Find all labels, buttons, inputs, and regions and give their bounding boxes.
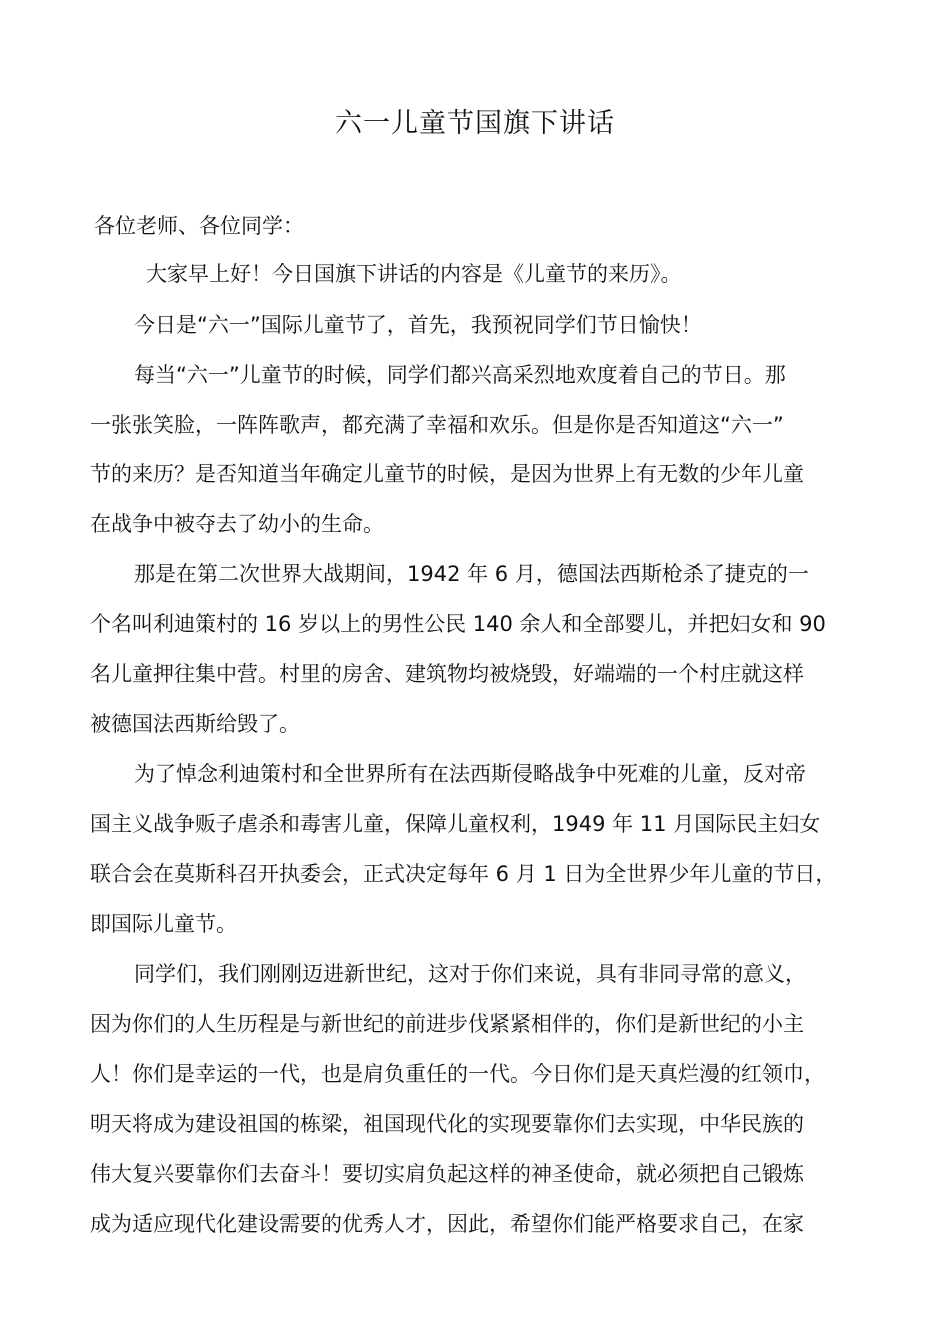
greeting-line: 各位老师、各位同学： (94, 214, 304, 238)
text-line: 今日是“六一”国际儿童节了，首先，我预祝同学们节日愉快！ (134, 313, 702, 337)
text-line: 节的来历？是否知道当年确定儿童节的时候，是因为世界上有无数的少年儿童 (90, 462, 804, 486)
text-line: 国主义战争贩子虐杀和毒害儿童，保障儿童权利，1949 年 11 月国际民主妇女 (90, 812, 821, 836)
text-line: 同学们，我们刚刚迈进新世纪，这对于你们来说，具有非同寻常的意义， (134, 962, 806, 986)
text-line: 个名叫利迪策村的 16 岁以上的男性公民 140 余人和全部婴儿，并把妇女和 90 (90, 612, 826, 636)
text-line: 为了悼念利迪策村和全世界所有在法西斯侵略战争中死难的儿童，反对帝 (134, 762, 806, 786)
text-line: 明天将成为建设祖国的栋梁，祖国现代化的实现要靠你们去实现，中华民族的 (90, 1112, 804, 1136)
text-line: 因为你们的人生历程是与新世纪的前进步伐紧紧相伴的，你们是新世纪的小主 (90, 1012, 804, 1036)
text-line: 联合会在莫斯科召开执委会，正式决定每年 6 月 1 日为全世界少年儿童的节日， (90, 862, 837, 886)
text-line: 大家早上好！今日国旗下讲话的内容是《儿童节的来历》。 (146, 262, 682, 286)
text-line: 一张张笑脸，一阵阵歌声，都充满了幸福和欢乐。但是你是否知道这“六一” (90, 413, 784, 437)
text-line: 成为适应现代化建设需要的优秀人才，因此，希望你们能严格要求自己，在家 (90, 1212, 804, 1236)
text-line: 在战争中被夺去了幼小的生命。 (90, 512, 384, 536)
text-line: 那是在第二次世界大战期间，1942 年 6 月，德国法西斯枪杀了捷克的一 (134, 562, 809, 586)
text-line: 伟大复兴要靠你们去奋斗！要切实肩负起这样的神圣使命，就必须把自己锻炼 (90, 1162, 804, 1186)
text-line: 每当“六一”儿童节的时候，同学们都兴高采烈地欢度着自己的节日。那 (134, 363, 786, 387)
text-line: 人！你们是幸运的一代，也是肩负重任的一代。今日你们是天真烂漫的红领巾， (90, 1062, 825, 1086)
text-line: 名儿童押往集中营。村里的房舍、建筑物均被烧毁，好端端的一个村庄就这样 (90, 662, 804, 686)
text-line: 即国际儿童节。 (90, 912, 237, 936)
text-line: 被德国法西斯给毁了。 (90, 712, 300, 736)
page-title: 六一儿童节国旗下讲话 (335, 108, 615, 139)
